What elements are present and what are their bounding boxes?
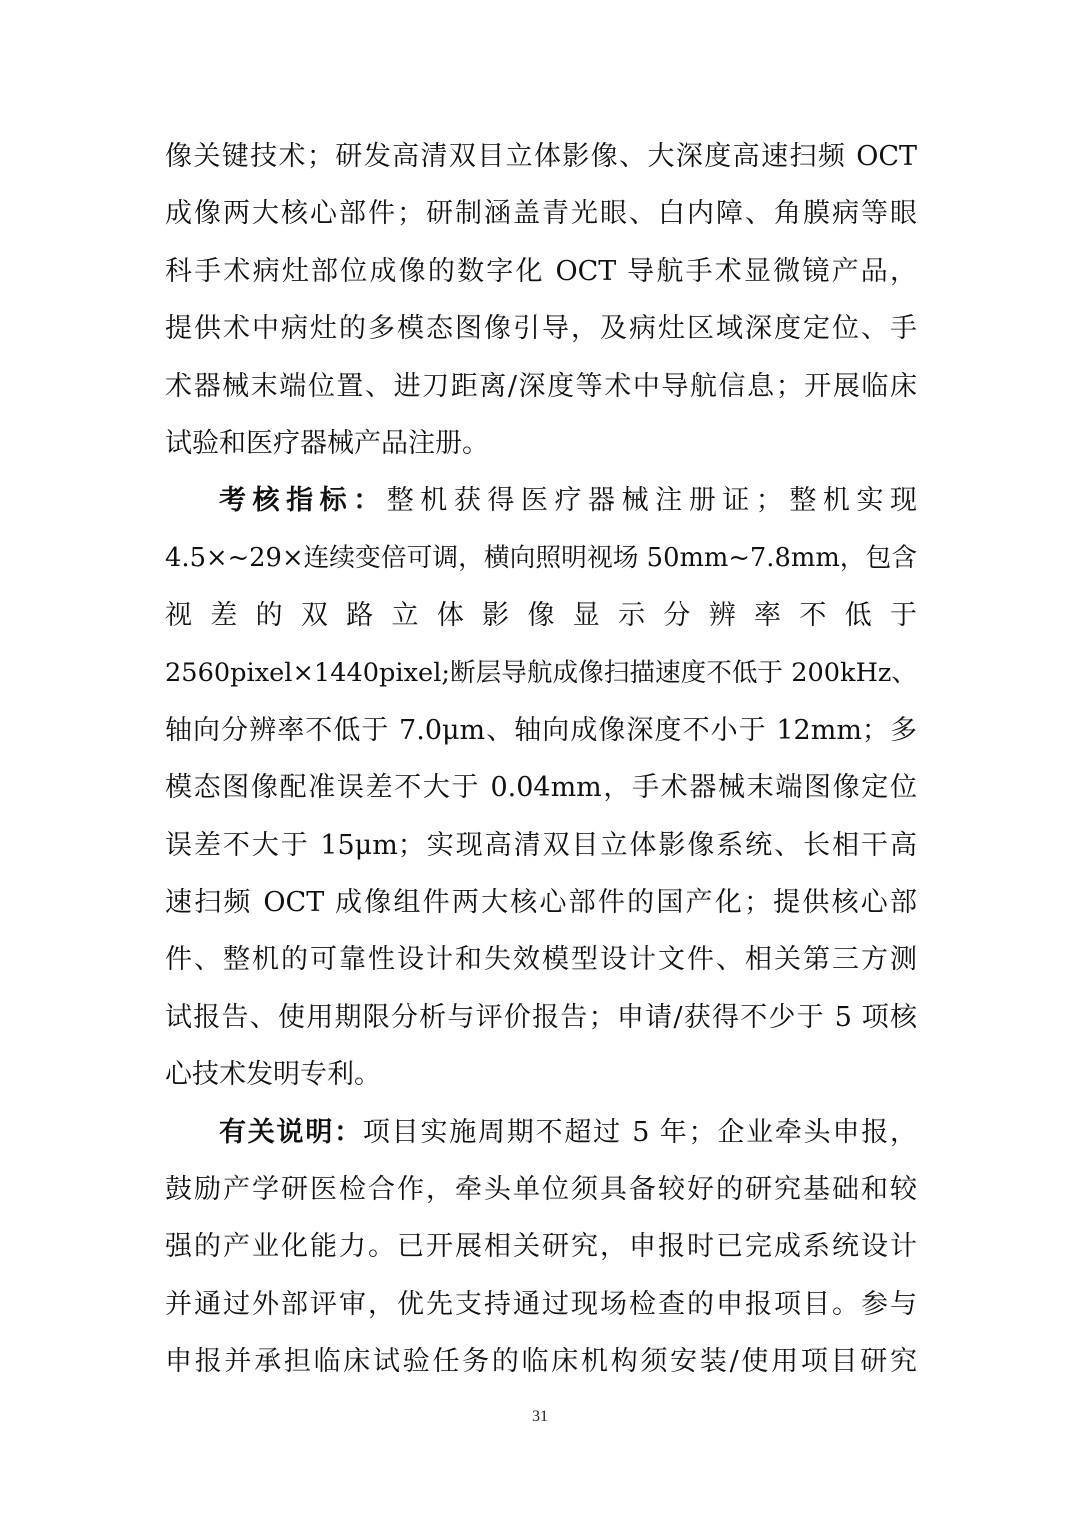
assessment-first-line — [165, 472, 917, 529]
text-line: 强的产业化能力。已开展相关研究，申报时已完成系统设计 — [165, 1231, 917, 1263]
page-number: 31 — [532, 1408, 548, 1425]
text-line: 轴向分辨率不低于 7.0μm、轴向成像深度不小于 12mm；多 — [165, 714, 917, 746]
text-line: 模态图像配准误差不大于 0.04mm，手术器械末端图像定位 — [165, 772, 917, 804]
text-line: 鼓励产学研医检合作，牵头单位须具备较好的研究基础和较 — [165, 1174, 917, 1206]
text-line: 误差不大于 15μm；实现高清双目立体影像系统、长相干高 — [165, 829, 917, 861]
text-line: 试验和医疗器械产品注册。 — [165, 427, 489, 459]
text-line: 并通过外部评审，优先支持通过现场检查的申报项目。参与 — [165, 1288, 917, 1320]
assessment-first-text: 整机获得医疗器械注册证；整机实现 — [386, 485, 917, 517]
notes-first-text: 项目实施周期不超过 5 年；企业牵头申报， — [362, 1116, 918, 1148]
assessment-label: 考核指标： — [219, 485, 387, 517]
text-line: 2560pixel×1440pixel;断层导航成像扫描速度不低于 200kHz、 — [165, 657, 917, 688]
text-line: 件、整机的可靠性设计和失效模型设计文件、相关第三方测 — [165, 944, 917, 976]
text-line: 速扫频 OCT 成像组件两大核心部件的国产化；提供核心部 — [165, 887, 917, 919]
text-line: 术器械末端位置、进刀距离/深度等术中导航信息；开展临床 — [165, 370, 917, 402]
notes-first-line — [165, 1104, 917, 1161]
text-line: 成像两大核心部件；研制涵盖青光眼、白内障、角膜病等眼 — [165, 198, 917, 230]
text-line: 像关键技术；研发高清双目立体影像、大深度高速扫频 OCT — [165, 141, 917, 172]
text-line: 心技术发明专利。 — [165, 1059, 381, 1091]
text-line: 视差的双路立体影像显示分辨率不低于 — [165, 600, 917, 632]
text-line: 提供术中病灶的多模态图像引导，及病灶区域深度定位、手 — [165, 313, 917, 345]
text-line: 科手术病灶部位成像的数字化 OCT 导航手术显微镜产品， — [165, 255, 917, 287]
notes-label: 有关说明： — [219, 1116, 363, 1148]
text-line: 4.5×~29×连续变倍可调，横向照明视场 50mm~7.8mm，包含 — [165, 542, 918, 573]
body-text — [165, 128, 917, 1391]
text-line: 试报告、使用期限分析与评价报告；申请/获得不少于 5 项核 — [165, 1001, 917, 1033]
text-line: 申报并承担临床试验任务的临床机构须安装/使用项目研究 — [165, 1346, 917, 1378]
